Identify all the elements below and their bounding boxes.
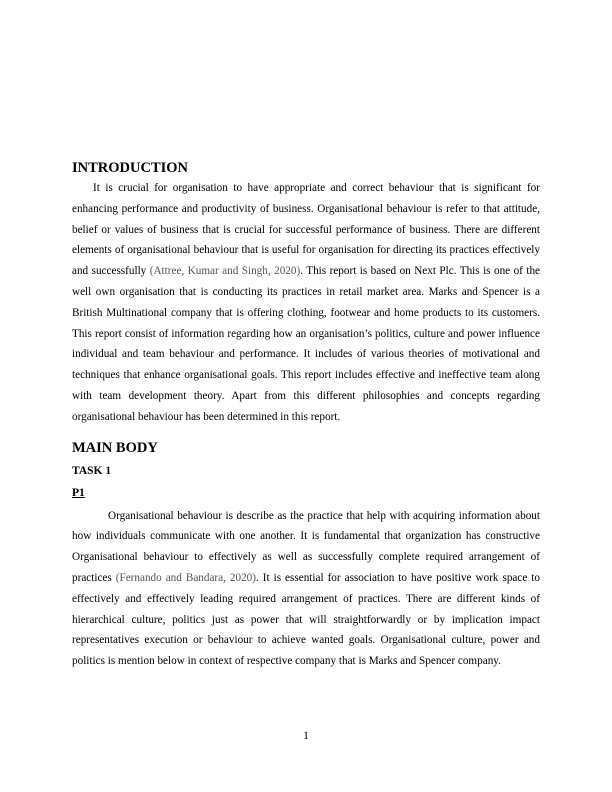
task-text-2: . It is essential for association to have positive work space to effectively and effectively leading required arrangement of practices. There are different kinds of hierarchical culture, politics just as power that will straightforwardly or by implication impact representatives execution or behaviour to achieve wanted goals. Organisational culture, power and politics is mention below in context of respective company that is Marks and Spencer company. [72, 571, 540, 668]
introduction-heading: INTRODUCTION [72, 160, 189, 176]
page-number: 1 [303, 730, 309, 742]
intro-text-2: . This report is based on Next Plc. This is one of the well own organisation that is conducting its practices in retail market area. Marks and Spencer is a British Multinational company that is offering clothing, footwear and home products to its customers. This report consist of information regarding how an organisation’s politics, culture and power influence individual and team behaviour and performance. It includes of various theories of motivational and techniques that enhance organisational goals. This report includes effective and ineffective team along with team development theory. Apart from this different philosophies and concepts regarding organisational behaviour has been determined in this report. [72, 265, 540, 423]
main-body-heading: MAIN BODY [72, 439, 158, 456]
page-content [72, 158, 540, 672]
citation-fernando: (Fernando and Bandara, 2020) [115, 571, 257, 584]
intro-text-1: It is crucial for organisation to have appropriate and correct behaviour that is significant for enhancing performance and productivity of business. Organisational behaviour is refer to that attitude, belief or values of business that is crucial for successful performance of business. There are different elements of organisational behaviour that is useful for organisation for directing its practices effectively and successfully [72, 182, 540, 278]
p1-subheading: P1 [72, 486, 85, 499]
citation-attree: (Attree, Kumar and Singh, 2020) [149, 265, 301, 278]
task-heading: TASK 1 [72, 464, 112, 477]
introduction-paragraph [72, 178, 540, 428]
task-text-1: Organisational behaviour is describe as the practice that help with acquiring information about how individuals communicate with one another. It is fundamental that organization has constructive Organisational behaviour to effectively as well as successfully complete required arrangement of practices [72, 509, 540, 584]
task-paragraph [72, 506, 540, 672]
